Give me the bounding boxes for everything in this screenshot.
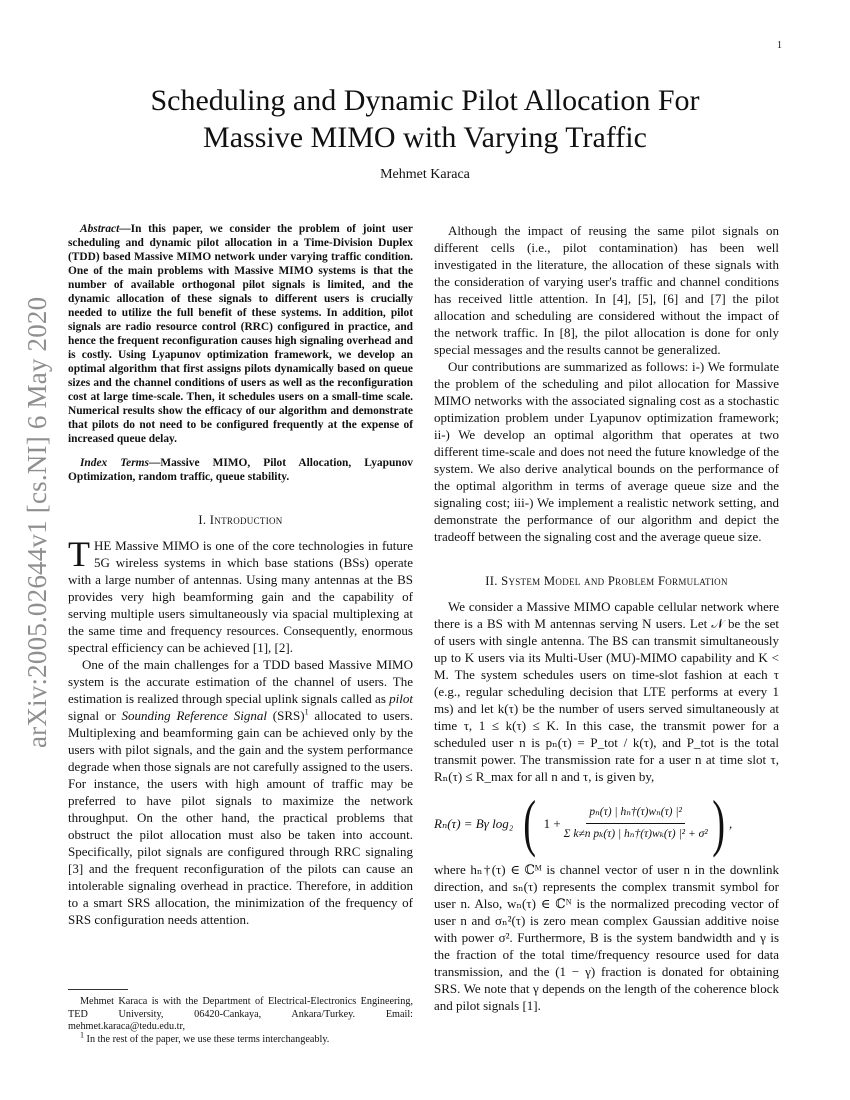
drop-cap: T	[68, 534, 90, 574]
right-column	[434, 222, 779, 1014]
intro-p2-srs: Sounding Reference Signal	[121, 708, 267, 723]
footnote-1-text: In the rest of the paper, we use these terms interchangeably.	[84, 1033, 330, 1045]
footnote-affiliation: Mehmet Karaca is with the Department of Electrical-Electronics Engineering, TED University, 06420-Cankaya, Ankara/Turkey. Email: mehmet.karaca@tedu.edu.tr,	[68, 996, 413, 1032]
footnotes	[68, 989, 413, 1046]
footnote-1	[68, 1030, 413, 1047]
left-paren: (	[523, 787, 537, 858]
contributions-paragraph: Our contributions are summarized as follows: i-) We formulate the problem of the scheduling and pilot allocation for Massive MIMO networks with the associated signaling cost as a stochastic optimization problem under Lyapunov optimization framework; ii-) We develop an optimal algorithm that operates at two different time-scale and does not need the future knowledge of the system. We also derive analytical bounds on the performance of the optimal algorithm in terms of average queue size and the signaling cost; iii-) We implement a realistic network setting, and demonstrate the performance of our algorithm and depict the tradeoff between the signaling cost and the average queue size.	[434, 359, 779, 544]
intro-paragraph-1	[68, 534, 413, 656]
intro-p2-text-a: One of the main challenges for a TDD based Massive MIMO system is the accurate estimation of the channel of users. The estimation is realized through special uplink signals called as	[68, 657, 413, 706]
intro-p2-text-c: (SRS)	[266, 708, 305, 723]
author-name: Mehmet Karaca	[380, 167, 470, 182]
system-model-paragraph-1: We consider a Massive MIMO capable cellular network where there is a BS with M antennas serving N users. Let 𝒩 be the set of users with single antenna. The BS can transmit simultaneously up to K users via its Multi-User (MU)-MIMO capability and K < M. The system schedules users on time-slot fashion at each τ (e.g., regular scheduling decision that LTE performs at every 1 ms) and let k(τ) be the number of users served simultaneously at time τ, 1 ≤ k(τ) ≤ K. In this case, the transmit power for a scheduled user n is pₙ(τ) = P_tot / k(τ), and P_tot is the total transmit power. The transmission rate for a user n at time slot τ, Rₙ(τ) ≤ R_max for all n and τ, is given by,	[434, 599, 779, 784]
footnote-rule	[68, 989, 128, 990]
right-paragraph-1: Although the impact of reusing the same pilot signals on different cells (i.e., pilot contamination) has been well investigated in the literature, the allocation of these signals with the consideration of varying user's traffic and channel conditions has received little attention. In [4], [5], [6] and [7] the pilot allocation and scheduling are considered without the impact of the network traffic. In [8], the pilot allocation is done for only special messages and the results cannot be generalized.	[434, 223, 779, 357]
intro-p2-text-d: allocated to users. Multiplexing and beamforming gain can be achieved only by the users with pilot signals, and the gain and the system performance degrade when those signals are not carefully assigned to the users. For instance, the users with high amount of traffic may be preferred to have pilot signals to maximize the network throughput. On the other hand, the practical problems that obstruct the pilot allocation must also be taken into account. Specifically, pilot signals are configured through RRC signaling [3] and the frequent reconfiguration of the pilots can cause an intolerable signaling overhead in practice. Therefore, in addition to a smart SRS allocation, the minimization of the frequency of SRS configuration needs attention.	[68, 708, 413, 927]
paper-title	[80, 82, 770, 156]
footnote-mark: 1	[304, 707, 309, 717]
arxiv-stamp: arXiv:2005.02644v1 [cs.NI] 6 May 2020	[22, 296, 52, 748]
abstract	[68, 222, 413, 446]
section-number: II.	[485, 574, 498, 588]
equation-denominator: Σ k≠n pₖ(τ) | hₙ†(τ)wₖ(τ) |² + σ²	[563, 827, 708, 840]
right-paren: )	[711, 787, 725, 858]
abstract-lead: Abstract	[80, 223, 120, 235]
equation-numerator: pₙ(τ) | hₙ†(τ)wₙ(τ) |²	[586, 804, 685, 824]
index-terms-lead: Index Terms	[80, 457, 149, 469]
section-title: System Model and Problem Formulation	[501, 574, 728, 588]
footnote-1-mark: 1	[80, 1030, 84, 1040]
page-number: 1	[777, 40, 782, 51]
title-line-2: Massive MIMO with Varying Traffic	[203, 121, 647, 154]
intro-p2-text-b: signal or	[68, 708, 122, 723]
intro-p2-pilot: pilot	[389, 691, 413, 706]
left-column	[68, 222, 413, 928]
equation-fraction	[564, 804, 708, 843]
intro-paragraph-2	[68, 656, 413, 928]
rate-equation	[434, 787, 779, 858]
equation-tail: ,	[729, 815, 733, 831]
section-number: I.	[198, 513, 207, 527]
index-terms	[68, 456, 413, 484]
section-heading-introduction	[68, 512, 413, 529]
equation-one: 1 +	[543, 815, 561, 831]
section-heading-system-model	[434, 573, 779, 590]
title-line-1: Scheduling and Dynamic Pilot Allocation For	[150, 84, 700, 117]
intro-p1-text: HE Massive MIMO is one of the core technologies in future 5G wireless systems in which base stations (BSs) operate with a large number of antennas. Using many antennas at the BS provides very high beamforming gain and the capability of serving multiple users simultaneously via spacial multiplexing at the same time and frequency resources. Consequently, enormous spectral efficiency can be achieved [1], [2].	[68, 538, 413, 655]
system-model-paragraph-2: where hₙ†(τ) ∈ ℂᴹ is channel vector of user n in the downlink direction, and sₙ(τ) represents the complex transmit symbol for user n. Also, wₙ(τ) ∈ ℂᴺ is the normalized precoding vector of user n and σₙ²(τ) is zero mean complex Gaussian additive noise with power σ². Furthermore, B is the system bandwidth and γ is the fraction of the total time/frequency resource used for data transmission, and the (1 − γ) fraction is donated for obtaining SRS. We note that γ depends on the length of the coherence block and pilot signals [1].	[434, 862, 779, 1013]
index-terms-text: —Massive MIMO, Pilot Allocation, Lyapunov Optimization, random traffic, queue stability.	[68, 457, 414, 483]
abstract-text: —In this paper, we consider the problem of joint user scheduling and dynamic pilot allocation in a Time-Division Duplex (TDD) based Massive MIMO network under varying traffic condition. One of the main problems with Massive MIMO systems is that the number of available orthogonal pilot signals is limited, and the dynamic allocation of these signals to different users is crucially needed to utilize the full benefit of these systems. In addition, pilot signals are radio resource control (RRC) configured in practice, and hence the frequent reconfiguration causes high signaling overhead and is costly. Using Lyapunov optimization framework, we develop an optimal algorithm that first assigns pilots dynamically based on queue sizes and the channel conditions of users as well as the reconfiguration cost at large time-scale. Then, it schedules users on a small-time scale. Numerical results show the efficacy of our algorithm and demonstrate that pilots do not need to be configured frequently at the expense of increased queue delay.	[68, 223, 413, 445]
section-title: Introduction	[209, 513, 283, 527]
equation-lhs: Rₙ(τ) = Bγ log₂	[434, 815, 514, 831]
